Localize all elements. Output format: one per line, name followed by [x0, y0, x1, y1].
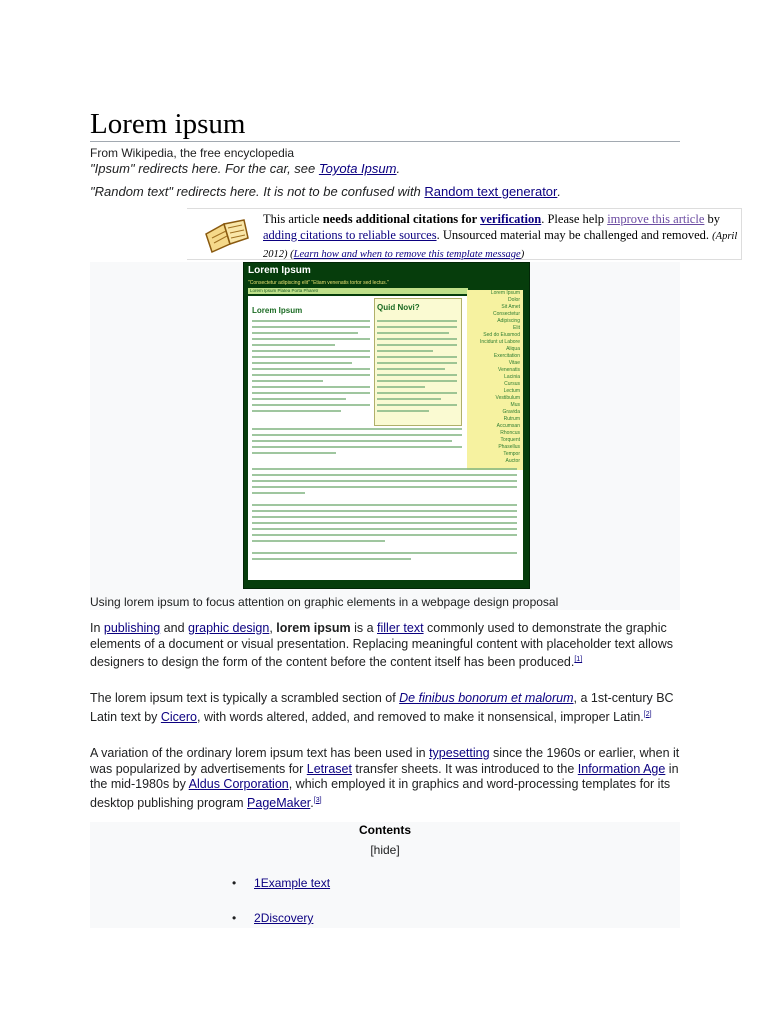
title-divider — [90, 141, 680, 142]
mockup-sidebar-item: Lectum — [503, 388, 520, 394]
tagline: From Wikipedia, the free encyclopedia — [90, 146, 295, 160]
mockup-sidebar-item: Vitae — [508, 360, 520, 366]
toc-bullet: • — [232, 911, 237, 925]
toc-hide-toggle[interactable]: [hide] — [370, 843, 400, 857]
figure-caption: Using lorem ipsum to focus attention on graphic elements in a webpage design proposal — [90, 595, 559, 609]
mockup-quid-heading: Quid Novi? — [377, 303, 420, 312]
cicero-link[interactable]: Cicero — [160, 709, 197, 724]
letraset-link[interactable]: Letraset — [306, 761, 352, 776]
mockup-sidebar-item: Venenatis — [498, 367, 520, 373]
notice-text: ) — [520, 249, 525, 260]
aldus-corporation-link[interactable]: Aldus Corporation — [188, 777, 289, 791]
mockup-title: Lorem Ipsum — [248, 265, 311, 276]
hatnote-ipsum — [90, 161, 400, 176]
mockup-sidebar-item: Exercitation — [493, 353, 520, 359]
mockup-sidebar-item: Elit — [513, 325, 520, 331]
notice-text: . Unsourced material may be challenged and removed. — [436, 228, 713, 242]
hatnote-text: . — [396, 161, 401, 176]
hatnote-text: "Random text" redirects here. It is not to be confused with — [90, 184, 425, 199]
mockup-sidebar-item: Torquent — [500, 437, 520, 443]
mockup-sidebar-item: Phasellus — [498, 444, 520, 450]
mockup-sidebar-item: Lacinia — [504, 374, 520, 380]
verification-link[interactable]: verification — [480, 212, 542, 226]
toc-bullet: • — [232, 876, 237, 890]
remove-template-link[interactable]: Learn how and when to remove this template message — [293, 249, 521, 260]
de-finibus-link[interactable]: De finibus bonorum et malorum — [399, 691, 574, 705]
toc-label: Example text — [260, 876, 331, 890]
para-text: commonly used to demonstrate the graphic elements of a document or visual presentation. Replacing meaningful content with placeholder text allows designers to design the form of the content before the content itself has been produced. — [90, 621, 673, 670]
information-age-link[interactable]: Information Age — [577, 761, 666, 776]
mockup-sidebar-item: Auctor — [505, 458, 520, 464]
mockup-sidebar-item: Incidunt ut Labore — [479, 339, 520, 345]
para-text: In — [90, 621, 104, 635]
mockup-sidebar-item: Accumsan — [496, 423, 520, 429]
para-bold: lorem ipsum — [276, 621, 351, 635]
notice-text: . Please help — [541, 212, 608, 226]
toc-item-example-text — [232, 876, 330, 890]
improve-article-link[interactable]: improve this article — [607, 212, 705, 226]
mockup-sidebar-item: Mus — [510, 402, 520, 408]
book-icon — [200, 214, 252, 254]
toc-link-example-text[interactable] — [254, 876, 330, 890]
mockup-heading: Lorem Ipsum — [252, 306, 303, 315]
hatnote-text: "Ipsum" redirects here. For the car, see — [90, 161, 319, 176]
para-text: , — [269, 621, 277, 635]
intro-paragraph — [90, 621, 685, 671]
ref-2-link[interactable]: [2] — [643, 710, 652, 718]
notice-date: (April 2012) — [263, 231, 738, 260]
para-text: The lorem ipsum text is typically a scrambled section of — [90, 691, 400, 705]
toc-title: Contents — [359, 823, 411, 837]
mockup-sidebar — [467, 290, 523, 470]
random-text-generator-link[interactable]: Random text generator — [424, 184, 558, 199]
hatnote-text: . — [557, 184, 561, 199]
toyota-ipsum-link[interactable]: Toyota Ipsum — [318, 161, 397, 176]
para-text: , with words altered, added, and removed to make it nonsensical, improper Latin. — [197, 709, 644, 724]
mockup-text-lower — [252, 468, 517, 564]
notice-text: by — [704, 212, 721, 226]
mockup-sidebar-item: Cursus — [504, 381, 520, 387]
mockup-slogan: "Consectetur adipiscing elit" "Etiam venenatis tortor sed lectus." — [248, 280, 389, 286]
mockup-sidebar-item: Rhoncus — [500, 430, 520, 436]
history-paragraph — [90, 691, 685, 725]
para-text: and — [160, 621, 189, 635]
mockup-text-main — [252, 428, 462, 458]
toc-number: 1 — [254, 876, 261, 890]
notice-text: This article — [263, 212, 323, 226]
mockup-sidebar-item: Gravida — [502, 409, 520, 415]
graphic-design-link[interactable]: graphic design — [188, 621, 270, 635]
para-text: is a — [350, 621, 378, 635]
pagemaker-link[interactable]: PageMaker — [247, 795, 311, 810]
typesetting-link[interactable]: typesetting — [429, 746, 490, 760]
para-text: , which employed it in graphics and word-processing templates for its desktop publishing program — [90, 777, 671, 810]
notice-bold: needs additional citations for — [322, 212, 481, 226]
para-text: since the 1960s or earlier, when it was popularized by advertisements for — [90, 746, 680, 776]
mockup-sidebar-item: Adipiscing — [497, 318, 520, 324]
mockup-sidebar-item: Tempor — [503, 451, 520, 457]
ref-1-link[interactable]: [1] — [574, 656, 583, 663]
toc-label: Discovery — [260, 911, 314, 925]
para-text: transfer sheets. It was introduced to the — [351, 761, 578, 776]
mockup-sidebar-item: Vestibulum — [495, 395, 520, 401]
toc-number: 2 — [254, 911, 261, 925]
ref-3-link[interactable]: [3] — [313, 796, 322, 804]
citation-notice-text — [263, 211, 741, 263]
mockup-text-quid — [377, 320, 457, 416]
mockup-sidebar-item: Lorem Ipsum — [490, 290, 520, 296]
hatnote-random-text — [90, 184, 561, 199]
para-text: in the mid-1980s by — [90, 761, 679, 791]
page-title: Lorem ipsum — [90, 108, 246, 140]
filler-text-link[interactable]: filler text — [377, 621, 424, 635]
mockup-sidebar-item: Sed do Eiusmod — [483, 332, 520, 338]
typesetting-paragraph — [90, 746, 685, 811]
publishing-link[interactable]: publishing — [103, 621, 161, 635]
table-of-contents — [90, 822, 680, 928]
notice-text: ( — [287, 249, 294, 260]
para-text: A variation of the ordinary lorem ipsum text has been used in — [90, 746, 430, 760]
toc-item-discovery — [232, 911, 313, 925]
mockup-sidebar-item: Sit Amet — [501, 304, 520, 310]
mockup-nav: Lorem Ipsum Platea Porta Pharetr — [248, 288, 468, 294]
mockup-sidebar-item: Consectetur — [493, 311, 520, 317]
para-text: . — [310, 795, 314, 810]
adding-citations-link[interactable]: adding citations to reliable sources — [263, 228, 437, 242]
mockup-sidebar-item: Rutrum — [503, 416, 520, 422]
para-text: , a 1st-century BC Latin text by — [90, 691, 674, 724]
mockup-sidebar-item: Aliqua — [506, 346, 520, 352]
toc-link-discovery[interactable] — [254, 911, 313, 925]
mockup-sidebar-item: Dolor — [508, 297, 520, 303]
mockup-text-col1 — [252, 320, 370, 416]
